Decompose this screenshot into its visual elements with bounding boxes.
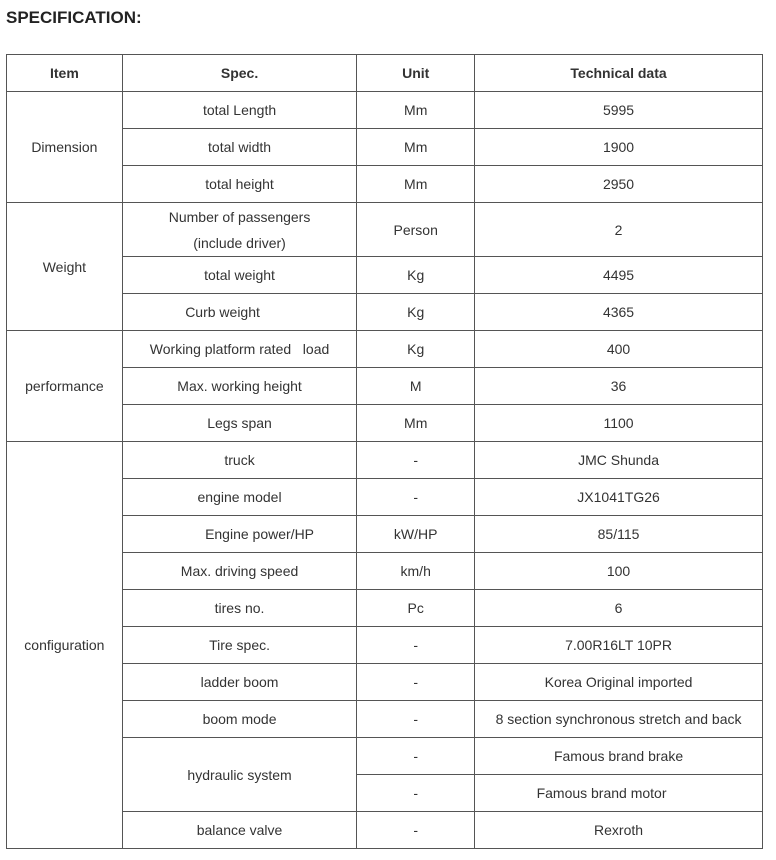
header-unit: Unit xyxy=(357,55,475,92)
table-row xyxy=(7,442,763,479)
group-label-weight: Weight xyxy=(7,203,123,331)
header-spec: Spec. xyxy=(122,55,357,92)
spec-cell xyxy=(122,294,357,331)
unit-cell: - xyxy=(357,701,475,738)
value-cell: 1900 xyxy=(475,129,763,166)
spec-cell: boom mode xyxy=(122,701,357,738)
spec-text: Engine power/HP xyxy=(205,526,315,542)
value-cell: 85/115 xyxy=(475,516,763,553)
spec-cell: hydraulic system xyxy=(122,738,357,812)
table-row xyxy=(7,203,763,257)
value-cell: 8 section synchronous stretch and back xyxy=(475,701,763,738)
value-text: Famous brand motor xyxy=(536,785,667,801)
value-cell: JX1041TG26 xyxy=(475,479,763,516)
value-cell: Rexroth xyxy=(475,812,763,849)
unit-cell: Kg xyxy=(357,257,475,294)
unit-cell: Mm xyxy=(357,92,475,129)
unit-cell: Person xyxy=(357,203,475,257)
spec-cell xyxy=(122,203,357,257)
unit-cell: Pc xyxy=(357,590,475,627)
value-cell xyxy=(475,775,763,812)
value-cell: Famous brand brake xyxy=(475,738,763,775)
header-technical-data: Technical data xyxy=(475,55,763,92)
value-cell: 4365 xyxy=(475,294,763,331)
unit-cell: - xyxy=(357,738,475,775)
unit-cell: Mm xyxy=(357,405,475,442)
spec-cell: Max. driving speed xyxy=(122,553,357,590)
spec-cell: Tire spec. xyxy=(122,627,357,664)
unit-cell: kW/HP xyxy=(357,516,475,553)
table-header-row xyxy=(7,55,763,92)
spec-cell: engine model xyxy=(122,479,357,516)
unit-cell: - xyxy=(357,664,475,701)
group-label-configuration: configuration xyxy=(7,442,123,849)
group-label-performance: performance xyxy=(7,331,123,442)
value-cell: 2950 xyxy=(475,166,763,203)
unit-cell: - xyxy=(357,442,475,479)
unit-cell: - xyxy=(357,627,475,664)
spec-cell: truck xyxy=(122,442,357,479)
unit-cell: Mm xyxy=(357,166,475,203)
spec-cell xyxy=(122,331,357,368)
page-title: SPECIFICATION: xyxy=(6,8,142,27)
spec-line: (include driver) xyxy=(193,234,286,251)
group-label-dimension: Dimension xyxy=(7,92,123,203)
spec-text: Working platform rated load xyxy=(149,341,330,357)
value-cell: 7.00R16LT 10PR xyxy=(475,627,763,664)
value-cell: 36 xyxy=(475,368,763,405)
unit-cell: Mm xyxy=(357,129,475,166)
unit-cell: - xyxy=(357,775,475,812)
spec-line: Number of passengers xyxy=(168,208,311,225)
specification-table xyxy=(6,54,763,849)
spec-cell: total weight xyxy=(122,257,357,294)
unit-cell: Kg xyxy=(357,294,475,331)
spec-cell: Legs span xyxy=(122,405,357,442)
value-cell: 6 xyxy=(475,590,763,627)
unit-cell: M xyxy=(357,368,475,405)
value-cell: JMC Shunda xyxy=(475,442,763,479)
value-cell: 400 xyxy=(475,331,763,368)
value-cell: 100 xyxy=(475,553,763,590)
value-cell: Korea Original imported xyxy=(475,664,763,701)
spec-cell: tires no. xyxy=(122,590,357,627)
table-row xyxy=(7,331,763,368)
value-cell: 2 xyxy=(475,203,763,257)
value-cell: 1100 xyxy=(475,405,763,442)
spec-cell: ladder boom xyxy=(122,664,357,701)
spec-cell: balance valve xyxy=(122,812,357,849)
unit-cell: - xyxy=(357,479,475,516)
spec-text: Curb weight xyxy=(185,304,260,320)
spec-cell xyxy=(122,516,357,553)
spec-cell: Max. working height xyxy=(122,368,357,405)
unit-cell: Kg xyxy=(357,331,475,368)
header-item: Item xyxy=(7,55,123,92)
unit-cell: - xyxy=(357,812,475,849)
spec-cell: total Length xyxy=(122,92,357,129)
value-cell: 5995 xyxy=(475,92,763,129)
spec-cell: total height xyxy=(122,166,357,203)
table-row xyxy=(7,92,763,129)
value-cell: 4495 xyxy=(475,257,763,294)
unit-cell: km/h xyxy=(357,553,475,590)
spec-cell: total width xyxy=(122,129,357,166)
